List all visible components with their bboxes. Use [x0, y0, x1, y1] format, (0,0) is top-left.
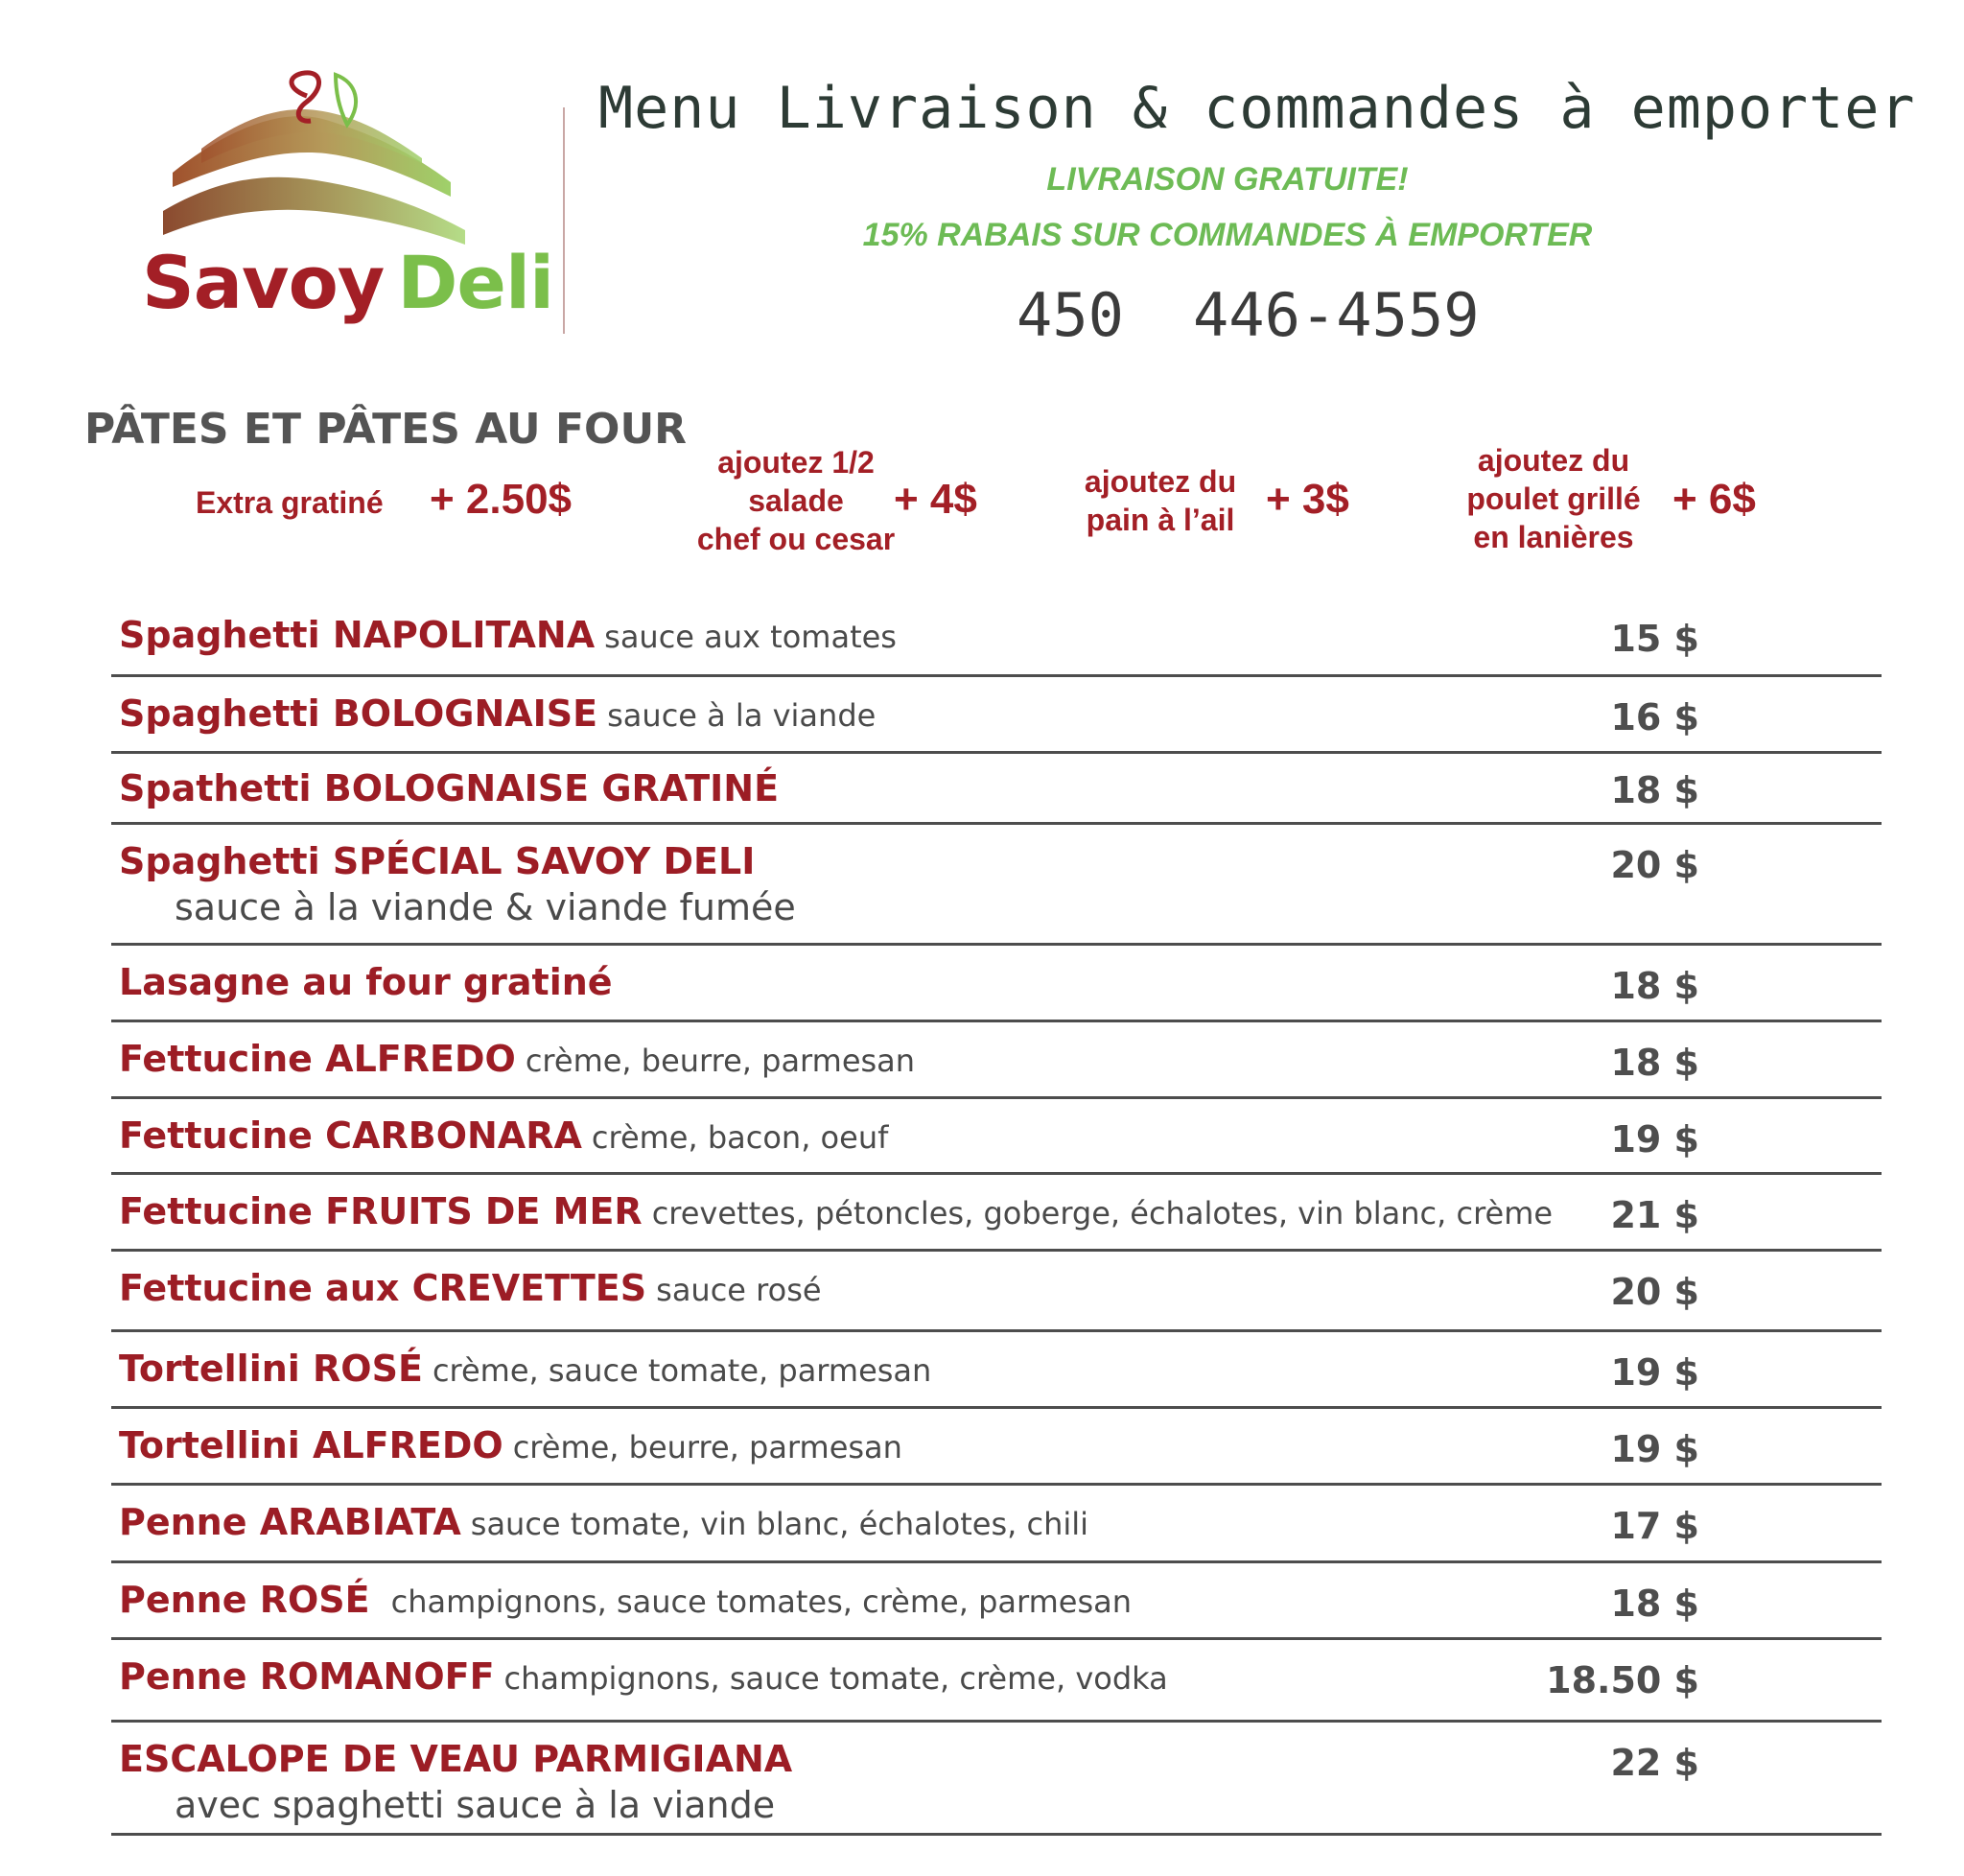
- item-price: 20 $: [1610, 844, 1699, 886]
- phone-number: [1017, 280, 1480, 350]
- item-description: crevettes, pétoncles, goberge, échalotes, vin blanc, crème: [651, 1195, 1554, 1231]
- phone-area-code: 450: [1017, 280, 1124, 350]
- item-name: Spaghetti NAPOLITANA: [119, 614, 596, 656]
- menu-list: [111, 598, 1882, 1836]
- extra-price: + 2.50$: [430, 476, 573, 523]
- item-description: avec spaghetti sauce à la viande: [175, 1784, 776, 1826]
- item-price: 22 $: [1610, 1742, 1699, 1784]
- extra-label-line: chef ou cesar: [696, 522, 896, 556]
- item-name: Fettucine FRUITS DE MER: [119, 1190, 643, 1232]
- item-description: sauce à la viande: [607, 697, 877, 734]
- item-name: Penne ARABIATA: [119, 1501, 461, 1543]
- promo-takeout: 15% RABAIS SUR COMMANDES À EMPORTER: [862, 217, 1593, 253]
- item-price: 16 $: [1610, 696, 1699, 739]
- menu-item: [111, 1175, 1882, 1252]
- menu-item: [111, 1022, 1882, 1099]
- brand-name-part2: Deli: [397, 240, 554, 325]
- item-price: 18 $: [1610, 965, 1699, 1007]
- menu-item: [111, 825, 1882, 946]
- item-name: Lasagne au four gratiné: [119, 961, 613, 1003]
- item-price: 17 $: [1610, 1505, 1699, 1547]
- item-description: crème, bacon, oeuf: [591, 1119, 889, 1156]
- item-price: 15 $: [1610, 618, 1699, 660]
- extra-label-line: en lanières: [1473, 520, 1634, 554]
- item-price: 19 $: [1610, 1428, 1699, 1470]
- item-price: 19 $: [1610, 1118, 1699, 1161]
- phone-local-number: 446-4559: [1192, 280, 1480, 350]
- section-title: PÂTES ET PÂTES AU FOUR: [84, 405, 688, 454]
- extra-label-line: salade: [748, 483, 844, 518]
- extra-label-line: ajoutez 1/2: [717, 445, 875, 480]
- menu-item: [111, 1252, 1882, 1332]
- item-name: Penne ROMANOFF: [119, 1655, 495, 1698]
- menu-item: [111, 754, 1882, 825]
- menu-item: [111, 946, 1882, 1022]
- item-price: 20 $: [1610, 1271, 1699, 1313]
- item-name: Fettucine aux CREVETTES: [119, 1267, 647, 1309]
- savoy-deli-logo: [134, 67, 554, 345]
- menu-item: [111, 1099, 1882, 1175]
- item-description: champignons, sauce tomate, crème, vodka: [503, 1660, 1168, 1697]
- item-description: crème, sauce tomate, parmesan: [432, 1352, 932, 1389]
- extra-label-line: pain à l’ail: [1086, 503, 1235, 537]
- item-name: Spaghetti BOLOGNAISE: [119, 692, 598, 735]
- item-name: Penne ROSÉ: [119, 1579, 370, 1621]
- savoy-deli-logo-icon: [134, 67, 499, 259]
- menu-item: [111, 598, 1882, 677]
- menu-item: [111, 1640, 1882, 1723]
- item-name: Spathetti BOLOGNAISE GRATINÉ: [119, 767, 780, 809]
- promo-delivery: LIVRAISON GRATUITE!: [1046, 161, 1409, 198]
- item-description: sauce tomate, vin blanc, échalotes, chili: [470, 1506, 1089, 1542]
- item-price: 18 $: [1610, 1583, 1699, 1625]
- item-description: sauce aux tomates: [604, 619, 897, 655]
- brand-name-part1: Savoy: [142, 240, 385, 325]
- item-name: Fettucine ALFREDO: [119, 1038, 516, 1080]
- item-price: 18.50 $: [1546, 1659, 1699, 1701]
- menu-item: [111, 1486, 1882, 1563]
- extra-price: + 6$: [1672, 476, 1756, 523]
- item-name: Spaghetti SPÉCIAL SAVOY DELI: [119, 840, 756, 882]
- extra-label-line: ajoutez du: [1084, 464, 1237, 499]
- extra-label: Extra gratiné: [196, 485, 384, 520]
- item-name: Tortellini ALFREDO: [119, 1424, 503, 1466]
- item-name: Fettucine CARBONARA: [119, 1114, 582, 1157]
- item-description: crème, beurre, parmesan: [525, 1043, 916, 1079]
- item-name: Tortellini ROSÉ: [119, 1348, 423, 1390]
- menu-item: [111, 1563, 1882, 1640]
- extra-price: + 4$: [894, 476, 977, 523]
- menu-item: [111, 1723, 1882, 1836]
- extra-label-line: poulet grillé: [1466, 481, 1641, 516]
- header-divider: [563, 107, 565, 334]
- item-description: champignons, sauce tomates, crème, parmesan: [390, 1583, 1132, 1620]
- menu-item: [111, 1409, 1882, 1486]
- item-price: 18 $: [1610, 1042, 1699, 1084]
- item-price: 18 $: [1610, 769, 1699, 811]
- menu-item: [111, 1332, 1882, 1409]
- item-name: ESCALOPE DE VEAU PARMIGIANA: [119, 1738, 793, 1780]
- item-description: crème, beurre, parmesan: [512, 1429, 902, 1466]
- item-description: sauce rosé: [656, 1272, 822, 1308]
- item-price: 21 $: [1610, 1194, 1699, 1236]
- item-description: sauce à la viande & viande fumée: [175, 886, 796, 928]
- extra-label-line: ajoutez du: [1477, 443, 1630, 478]
- menu-item: [111, 677, 1882, 754]
- page-title: Menu Livraison & commandes à emporter: [598, 75, 1916, 142]
- item-price: 19 $: [1610, 1351, 1699, 1394]
- extra-price: + 3$: [1266, 476, 1349, 523]
